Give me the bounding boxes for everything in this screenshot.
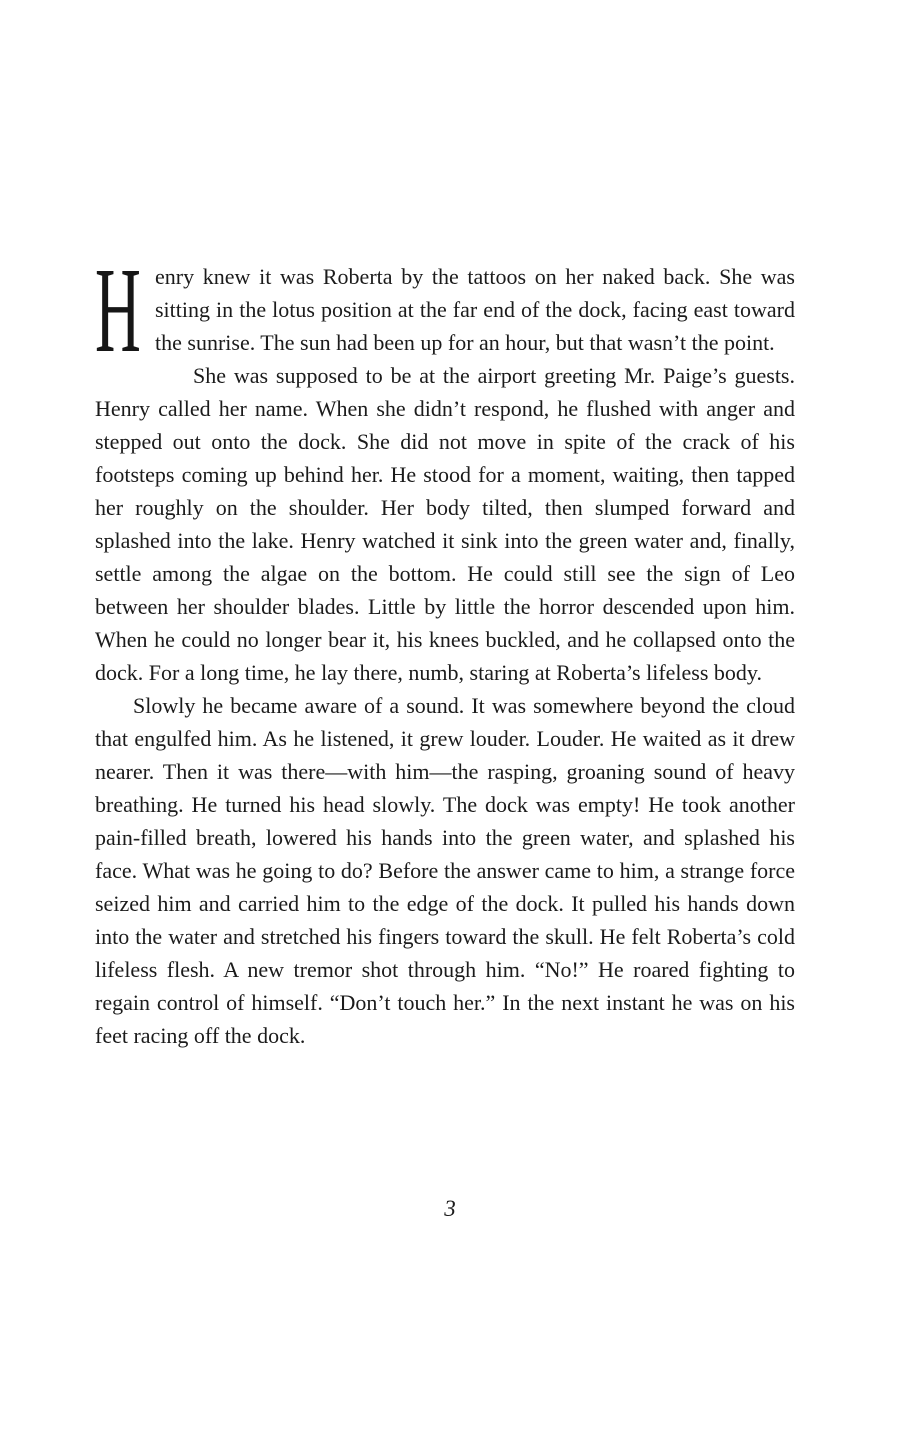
opening-paragraph	[95, 243, 795, 378]
drop-cap: H	[95, 243, 141, 378]
paragraph	[95, 359, 795, 689]
paragraph	[95, 689, 795, 1052]
page-number: 3	[444, 1196, 456, 1221]
paragraph-text: Slowly he became aware of a sound. It was somewhere beyond the cloud that engulfed him. As he listened, it grew louder. Louder. He waited as it drew nearer. Then it was there—with him—the rasping, groaning sound of heavy breathing. He turned his head slowly. The dock was empty! He took another pain-filled breath, lowered his hands into the green water, and splashed his face. What was he going to do? Before the answer came to him, a strange force seized him and carried him to the edge of the dock. It pulled his hands down into the water and stretched his fingers toward the skull. He felt Roberta’s cold lifeless flesh. A new tremor shot through him. “No!” He roared fighting to regain control of himself. “Don’t touch her.” In the next instant he was on his feet racing off the dock.	[95, 693, 795, 1048]
paragraph-text: She was supposed to be at the airport greeting Mr. Paige’s guests. Henry called her name. When she didn’t respond, he flushed with anger and stepped out onto the dock. She did not move in spite of the crack of his footsteps coming up behind her. He stood for a moment, waiting, then tapped her roughly on the shoulder. Her body tilted, then slumped forward and splashed into the lake. Henry watched it sink into the green water and, finally, settle among the algae on the bottom. He could still see the sign of Leo between her shoulder blades. Little by little the horror descended upon him. When he could no longer bear it, his knees buckled, and he collapsed onto the dock. For a long time, he lay there, numb, staring at Roberta’s lifeless body.	[95, 363, 795, 685]
text-block	[95, 243, 795, 1052]
paragraph-text: enry knew it was Roberta by the tattoos on her naked back. She was sitting in the lotus position at the far end of the dock, facing east toward the sunrise. The sun had been up for an hour, but that wasn’t the point.	[155, 264, 795, 355]
